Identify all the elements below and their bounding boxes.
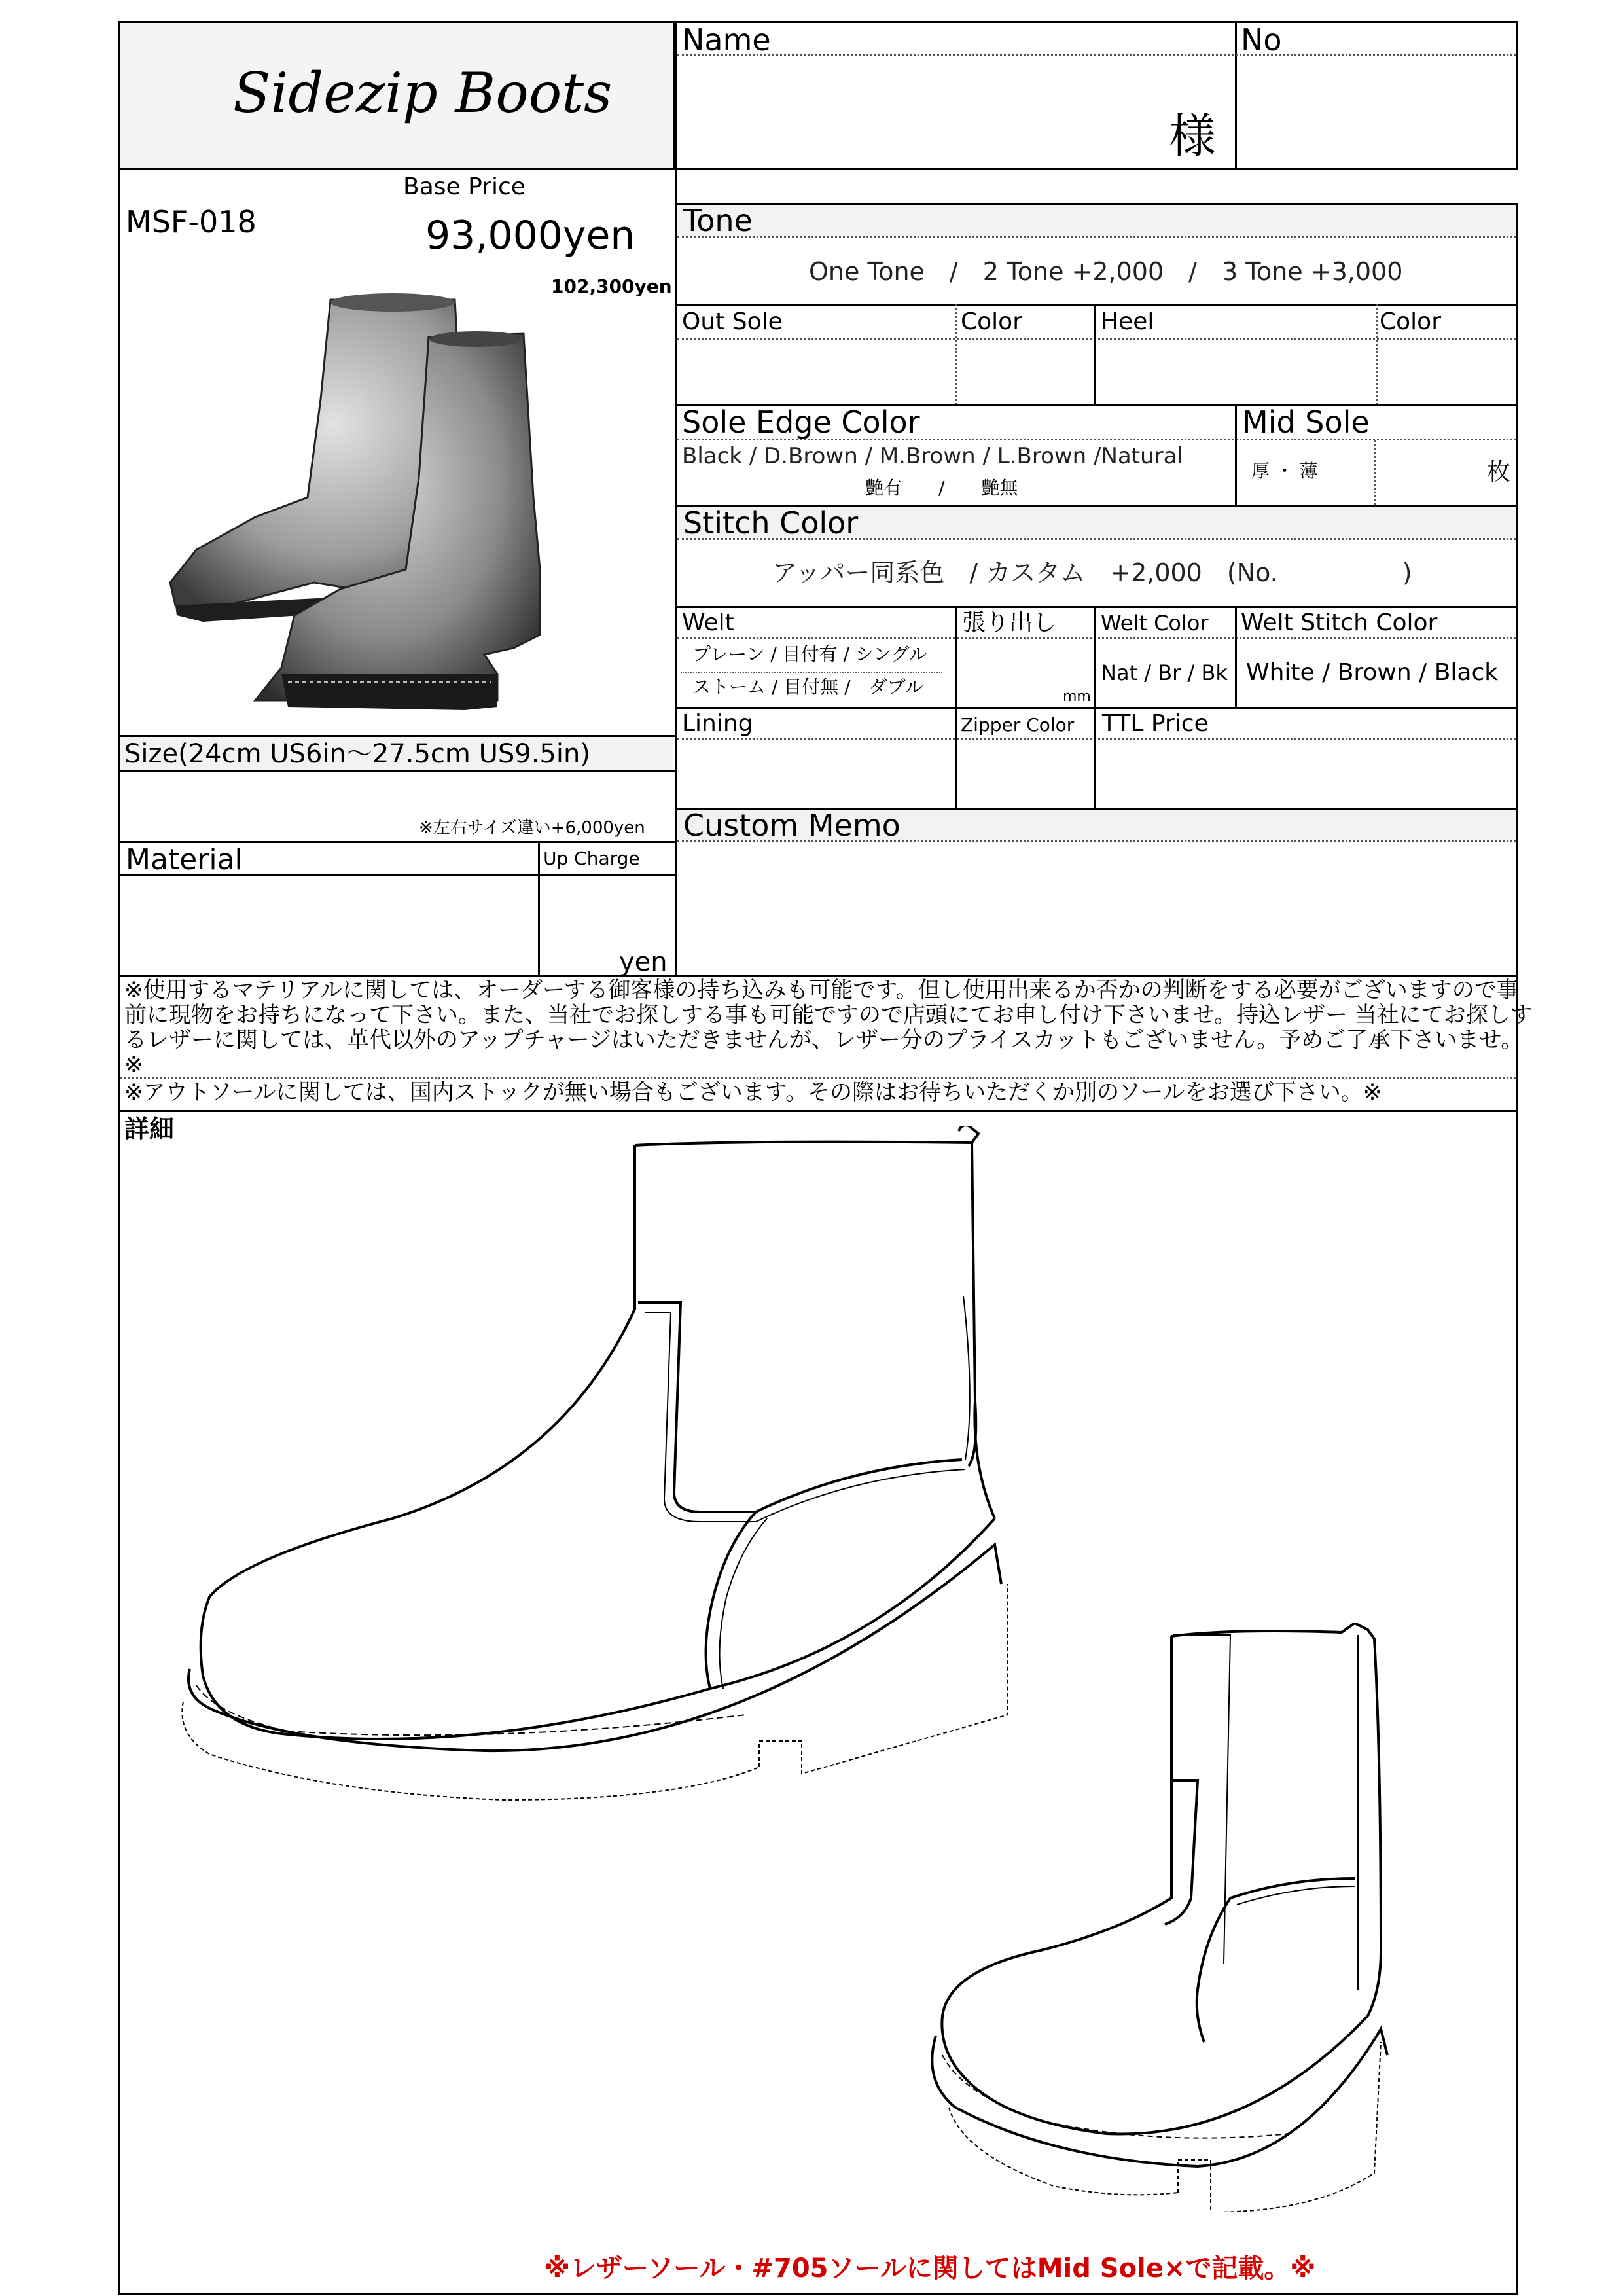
welt-stitch-color-options[interactable]: White / Brown / Black [1246,659,1499,686]
ttl-price-label: TTL Price [1102,710,1209,737]
upcharge-label: Up Charge [543,848,640,869]
size-label: Size(24cm US6in～27.5cm US9.5in) [124,739,590,769]
upcharge-unit: yen [619,947,668,977]
welt-color-options[interactable]: Nat / Br / Bk [1101,660,1228,685]
zipper-color-label: Zipper Color [961,714,1075,736]
custom-memo-label: Custom Memo [683,808,901,843]
boot-side-view-drawing [157,1126,1021,1806]
tone-label: Tone [683,203,753,238]
welt-extend-label: 張り出し [962,609,1057,636]
material-field[interactable] [122,877,534,973]
lining-label: Lining [682,710,753,737]
sole-edge-label: Sole Edge Color [682,404,920,440]
no-field[interactable] [1240,58,1514,168]
product-code: MSF-018 [126,204,257,240]
name-label: Name [682,22,771,58]
heel-label: Heel [1101,308,1154,335]
tone-options[interactable]: One Tone / 2 Tone +2,000 / 3 Tone +3,000 [809,257,1403,286]
stitch-color-label: Stitch Color [683,505,859,541]
base-price: 93,000yen [425,213,635,259]
mid-sole-options[interactable]: 厚 ・ 薄 [1251,460,1318,482]
welt-label: Welt [682,609,734,636]
honorific-sama: 様 [1169,109,1217,164]
name-field[interactable] [681,58,1230,168]
note-line-2: 前に現物をお持ちになって下さい。また、当社でお探しする事も可能ですので店頭にてお申し付け下さいませ。持込レザー 当社にてお探しす [124,1002,1533,1028]
note-line-4: ※ [124,1052,143,1078]
no-label: No [1241,22,1282,58]
welt-extend-unit: mm [1063,689,1091,705]
size-note: ※左右サイズ違い+6,000yen [419,818,645,838]
ttl-price-field[interactable] [1098,742,1514,805]
sole-edge-finish[interactable]: 艶有 / 艶無 [865,477,1018,499]
note-line-3: るレザーに関しては、革代以外のアップチャージはいただきませんが、レザー分のプライスカットもございません。予めご了承下さいませ。 [124,1027,1524,1053]
detail-label: 詳細 [124,1115,175,1143]
sole-edge-options[interactable]: Black / D.Brown / M.Brown / L.Brown /Natural [682,443,1183,469]
base-price-label: Base Price [403,173,526,200]
mid-sole-unit: 枚 [1487,459,1511,486]
outsole-field[interactable] [679,342,953,402]
note-line-1: ※使用するマテリアルに関しては、オーダーする御客様の持ち込みも可能です。但し使用出来るか否かの判断をする必要がございますので事 [124,977,1519,1003]
lining-field[interactable] [679,742,953,805]
footer-note: ※レザーソール・#705ソールに関してはMid Sole×で記載。※ [544,2253,1316,2284]
boots-photo [157,281,550,720]
welt-stitch-color-label: Welt Stitch Color [1241,609,1438,636]
outsole-color-field[interactable] [959,342,1092,402]
price-with-tax: 102,300yen [551,276,672,297]
size-field[interactable] [122,772,671,812]
custom-memo-field[interactable] [679,844,1514,973]
boot-front-view-drawing [923,1623,1459,2212]
welt-options-2[interactable]: ストーム / 目付無 / ダブル [692,676,923,698]
heel-color-field[interactable] [1380,342,1514,402]
stitch-color-options[interactable]: アッパー同系色 / カスタム +2,000 (No. ) [772,558,1412,587]
welt-options-1[interactable]: プレーン / 目付有 / シングル [692,643,927,665]
heel-color-label: Color [1380,308,1441,335]
mid-sole-label: Mid Sole [1242,404,1370,440]
outsole-label: Out Sole [682,308,783,335]
material-label: Material [126,843,243,876]
zipper-color-field[interactable] [959,742,1090,805]
note-line-5: ※アウトソールに関しては、国内ストックが無い場合もございます。その際はお待ちいただくか別のソールをお選び下さい。※ [124,1079,1382,1105]
product-title: Sidezip Boots [233,61,613,125]
welt-color-label: Welt Color [1101,611,1209,636]
heel-field[interactable] [1098,342,1373,402]
outsole-color-label: Color [961,308,1022,335]
